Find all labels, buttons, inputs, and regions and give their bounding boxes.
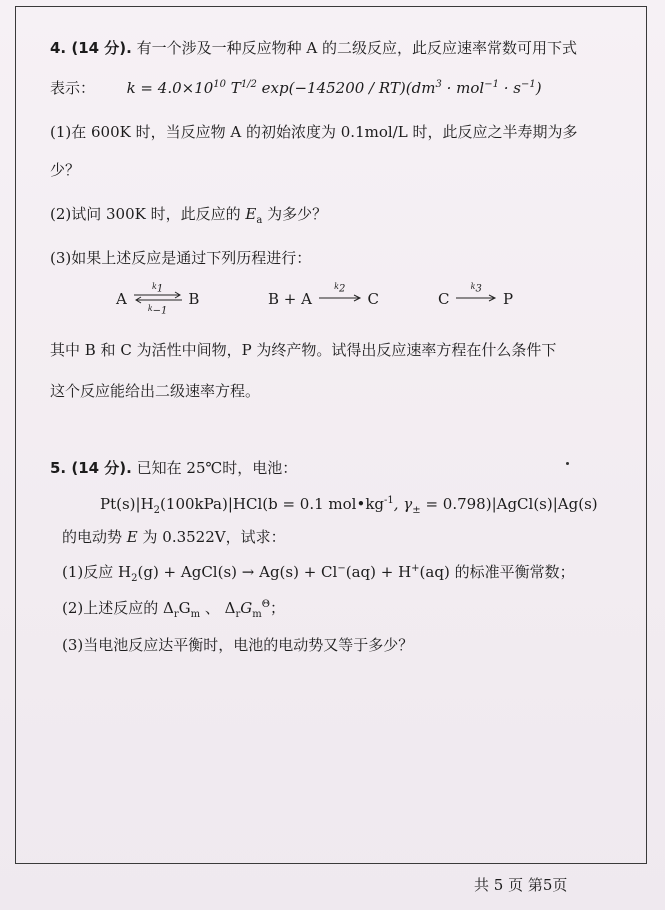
q4-part1-line1: (1)在 600K 时，当反应物 A 的初始浓度为 0.1mol/L 时，此反应之半寿期为多 <box>50 123 578 141</box>
q4-formula: $k = 4.0\times 10^{10}$ $T^{1/2}$ $\exp(-145200 / RT)(dm^3 \cdot mol^{-1} \cdot s^{-1})$ <box>126 79 542 97</box>
mech-species: B <box>188 290 200 308</box>
q5-cell-notation: $Pt(s)|H_2(100kPa)|HCl(b = 0.1$ $mol•kg^{-1}$, $\gamma_\pm$ = 0.798)|AgCl(s)|Ag(s) <box>100 495 598 516</box>
mech-species: A <box>116 290 127 308</box>
q4-formula-line <box>50 78 542 98</box>
q4-header: 4. (14 分). <box>50 39 132 57</box>
mech-step-1 <box>116 282 200 317</box>
page-footer: 共 5 页 第5页 <box>474 876 568 894</box>
forward-arrow-icon: $k_2$ <box>317 291 363 309</box>
q5-intro-line <box>50 458 297 478</box>
q5-part3: (3)当电池反应达平衡时，电池的电动势又等于多少？ <box>62 636 414 654</box>
mech-step-3 <box>438 282 514 309</box>
q4-conclusion-line2: 这个反应能给出二级速率方程。 <box>50 382 261 400</box>
mech-species: C <box>367 290 380 308</box>
q4-part2: (2)试问 300K 时，此反应的 $E_a$ 为多少？ <box>50 205 328 226</box>
q5-part1: (1)反应 $H_2(g)$ + AgCl(s) → Ag(s) + Cl−(aq) + H+(aq) 的标准平衡常数； <box>62 563 575 584</box>
q4-part3: (3)如果上述反应是通过下列历程进行： <box>50 249 312 267</box>
equilibrium-arrow-icon: $k_1$ $k_{-1}$ <box>132 291 184 309</box>
q4-express-label: 表示： <box>50 79 96 97</box>
mech-species: B + A <box>268 290 312 308</box>
q4-intro: 有一个涉及一种反应物种 A 的二级反应，此反应速率常数可用下式 <box>131 39 578 57</box>
q4-intro-line <box>50 38 577 58</box>
q5-emf-line: 的电动势 E 为 0.3522V，试求： <box>62 528 286 546</box>
q4-part1-line2: 少？ <box>50 161 81 179</box>
speck <box>566 462 569 465</box>
forward-arrow-icon: $k_3$ <box>454 291 498 309</box>
q5-intro: 已知在 25℃时，电池： <box>131 459 298 477</box>
mech-step-2 <box>268 282 380 309</box>
q5-part2: (2)上述反应的 $\Delta_rG_m$ 、 $\Delta_rG_m^\Theta$； <box>62 599 285 620</box>
q5-header: 5. (14 分). <box>50 459 132 477</box>
mech-species: C <box>438 290 450 308</box>
q4-conclusion-line1: 其中 B 和 C 为活性中间物，P 为终产物。试得出反应速率方程在什么条件下 <box>50 341 557 359</box>
mech-species: P <box>503 290 514 308</box>
